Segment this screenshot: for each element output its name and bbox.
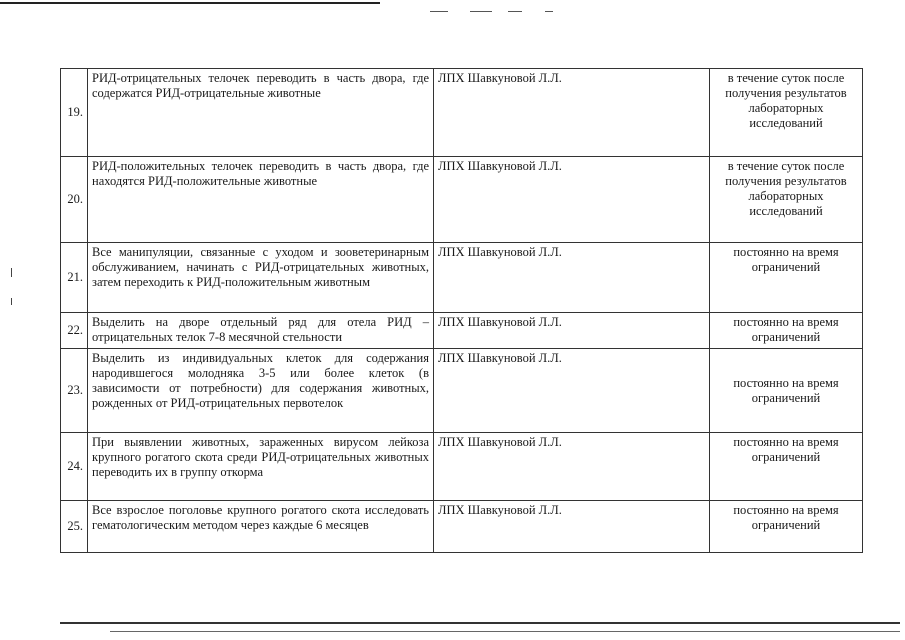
term-text: постоянно на время ограничений	[710, 433, 863, 501]
term-text: постоянно на время ограничений	[710, 243, 863, 313]
table-row	[61, 501, 863, 553]
term-text: в течение суток после получения результатов лабораторных исследований	[710, 69, 863, 157]
row-number: 22.	[61, 313, 88, 349]
measure-text: Выделить на дворе отдельный ряд для отела РИД – отрицательных телок 7-8 месячной стельности	[88, 313, 434, 349]
term-text: постоянно на время ограничений	[710, 349, 863, 433]
executor-text: ЛПХ Шавкуновой Л.Л.	[434, 157, 710, 243]
scan-bottom-edge-line	[60, 622, 900, 624]
executor-text: ЛПХ Шавкуновой Л.Л.	[434, 349, 710, 433]
term-text: в течение суток после получения результатов лабораторных исследований	[710, 157, 863, 243]
measure-text: Все манипуляции, связанные с уходом и зооветеринарным обслуживанием, начинать с РИД-отрицательных животных, затем переходить к РИД-положительным животным	[88, 243, 434, 313]
scan-top-edge-line	[0, 2, 380, 4]
measure-text: Выделить из индивидуальных клеток для содержания народившегося молодняка 3-5 или более клеток (в зависимости от потребности) для содержания животных, рожденных от РИД-отрицательных первотелок	[88, 349, 434, 433]
term-text: постоянно на время ограничений	[710, 313, 863, 349]
row-number: 21.	[61, 243, 88, 313]
row-number: 20.	[61, 157, 88, 243]
executor-text: ЛПХ Шавкуновой Л.Л.	[434, 313, 710, 349]
table-row	[61, 157, 863, 243]
measures-table	[60, 68, 863, 553]
measure-text: РИД-отрицательных телочек переводить в часть двора, где содержатся РИД-отрицательные животные	[88, 69, 434, 157]
table-row	[61, 69, 863, 157]
scan-bottom-edge-line	[110, 631, 900, 632]
executor-text: ЛПХ Шавкуновой Л.Л.	[434, 243, 710, 313]
executor-text: ЛПХ Шавкуновой Л.Л.	[434, 501, 710, 553]
scan-margin-mark	[11, 268, 12, 277]
table-row	[61, 243, 863, 313]
table-row	[61, 433, 863, 501]
table-row	[61, 349, 863, 433]
term-text: постоянно на время ограничений	[710, 501, 863, 553]
executor-text: ЛПХ Шавкуновой Л.Л.	[434, 433, 710, 501]
measure-text: РИД-положительных телочек переводить в часть двора, где находятся РИД-положительные животные	[88, 157, 434, 243]
row-number: 25.	[61, 501, 88, 553]
scan-margin-mark	[11, 298, 12, 305]
measure-text: При выявлении животных, зараженных вирусом лейкоза крупного рогатого скота среди РИД-отрицательных животных переводить их в группу откорма	[88, 433, 434, 501]
row-number: 19.	[61, 69, 88, 157]
table-row	[61, 313, 863, 349]
row-number: 24.	[61, 433, 88, 501]
row-number: 23.	[61, 349, 88, 433]
executor-text: ЛПХ Шавкуновой Л.Л.	[434, 69, 710, 157]
measure-text: Все взрослое поголовье крупного рогатого скота исследовать гематологическим методом через каждые 6 месяцев	[88, 501, 434, 553]
